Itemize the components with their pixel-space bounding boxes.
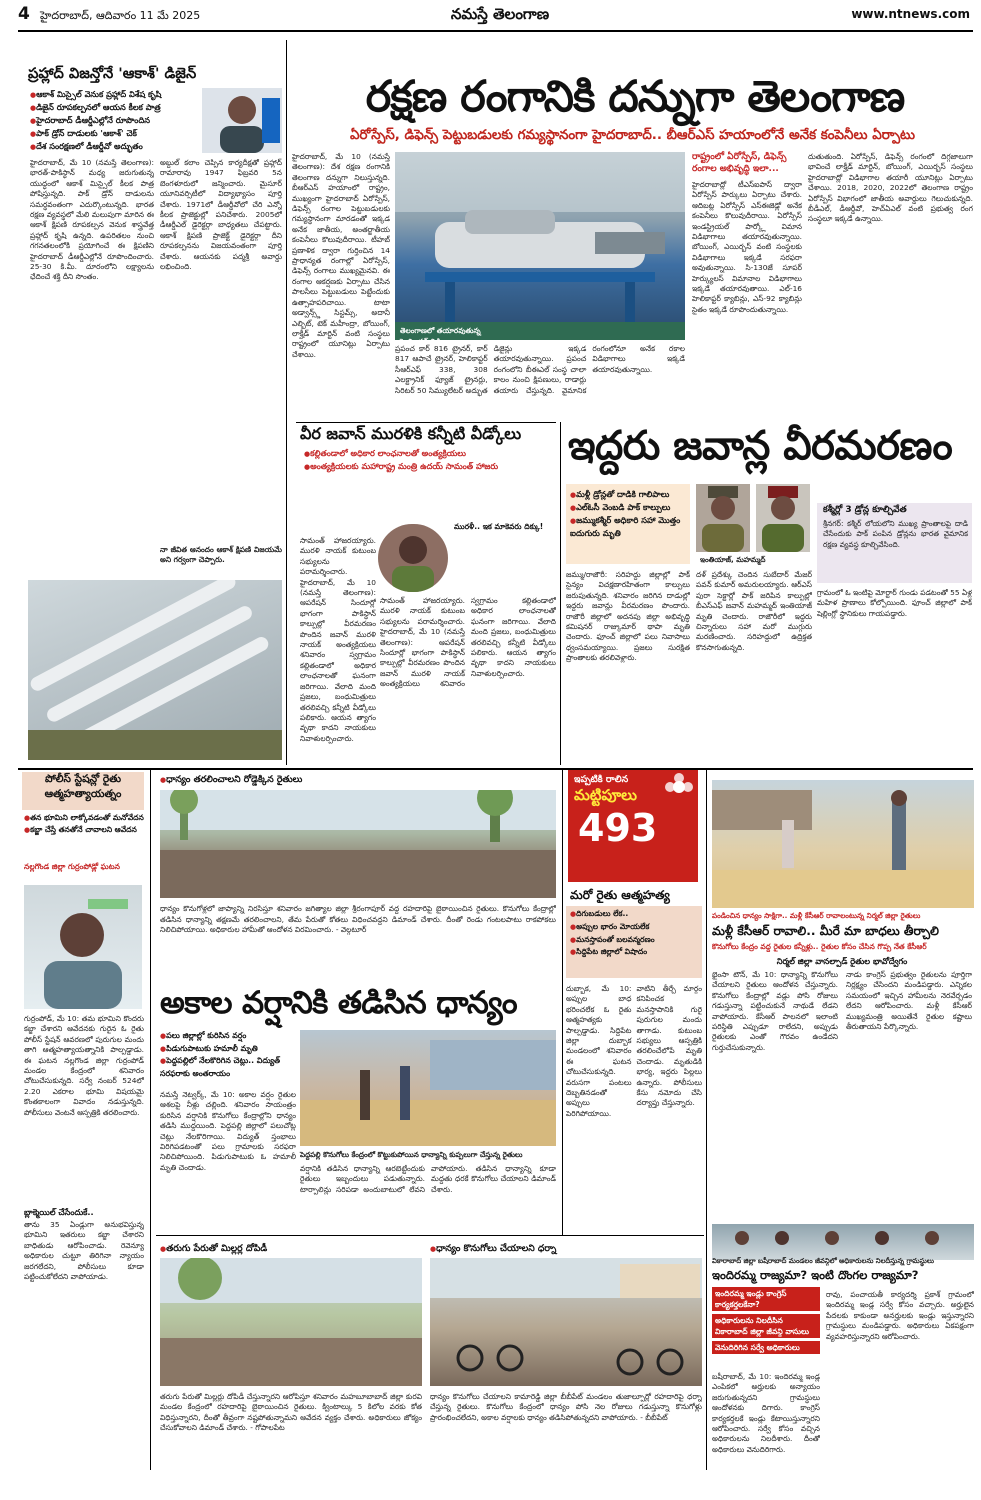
rythu-bullet-4: ● సిద్దిపేట జిల్లాలో విషాదం bbox=[570, 946, 698, 959]
lead-col-1: హైదరాబాద్, మే 10 (నమస్తే తెలంగాణ): దేశ రక్షణ రంగానికి తెలంగాణ దన్నుగా నిలుస్తున్నది. బీఆర్ఎస్ హయాంలో రాష్ట్రం, ముఖ్యంగా హైదరాబాద్ ఏరోస్పేస్, డిఫెన్స్ రంగాల పెట్టుబడులకు గమ్యస్థానంగా మారడంతో ఇక్కడ అనేక జాతీయ, అంతర్జాతీయ కంపెనీలు కొలువుదీరాయి. టీహబ్ ప్రణాళిక ద్వారా గుర్తించిన 14 ప్రాధాన్యత రంగాల్లో ఏరోస్పేస్, డిఫెన్స్ రంగాలు ముఖ్యమైనవి. ఈ రంగాల ఆకర్షణకు ఏర్పాటు చేసిన పాలసీలు పెట్టుబడులు పెట్టేందుకు ఉత్సాహపరిచాయి. టాటా అడ్వాన్స్డ్ సిస్టమ్స్, అదానీ ఎల్బిట్, టెక్ మహీంద్రా, బోయింగ్, లాక్హీడ్ మార్టిన్ వంటి సంస్థలు రాష్ట్రంలో యూనిట్లు ఏర్పాటు చేశాయి. bbox=[292, 152, 390, 359]
police-headline: పోలీస్ స్టేషన్లో రైతు ఆత్మహత్యాయత్నం bbox=[44, 773, 122, 800]
indiramma-bullets bbox=[712, 1287, 820, 1367]
iddaru-bullet-2: ● ఎల్ఓసీ వెంబడి పాక్ కాల్పులు bbox=[570, 501, 686, 514]
indiramma-text-2: రావు, పంచాయతీ కార్యదర్శి ప్రకాశ్ గ్రామంలో ఇందిరమ్మ ఇండ్ల సర్వే కోసం వచ్చారు. అర్హులైన పేదలకు కాకుండా అనర్హులకు ఇండ్లు ఇస్తున్నారని గ్రామస్థులు మండిపడ్డారు. అధికారులు ఏకపక్షంగా వ్యవహరిస్తున్నారని ఆరోపించారు. bbox=[826, 1290, 974, 1341]
kashmir-box bbox=[817, 503, 972, 583]
mallee-photo-caption: పండించిన ధాన్యం సాక్షిగా.. మళ్లీ కేసీఆర్ రావాలంటున్న నిర్మల్ జిల్లా రైతులు bbox=[712, 911, 921, 920]
iddaru-text-2: దళ్ ప్రదేశ్కు చెందిన సుబేదార్ మేజర్ పవన్ కుమార్ అమరులయ్యారు. ఆర్ఎస్ పురా సెక్టార్లో పాక్ జరిపిన కాల్పుల్లో బీఎస్ఎఫ్ జవాన్ మహమ్మద్ ఇంతియాజ్ మృతి చెందారు. రాజౌరీలో ఇద్దరు చిన్నారులు సహా మరో ముగ్గురు మరణించారు. సరిహద్దులో ఉద్రిక్తత కొనసాగుతున్నది. bbox=[696, 570, 812, 652]
masthead-rule bbox=[18, 30, 973, 32]
mallee-kcr-photo bbox=[712, 780, 974, 908]
prahlad-bullet-5: ● దేశ సంరక్షణలో డీఆర్డీవో అద్భుతం bbox=[30, 140, 200, 153]
veera-bullet-2: ● అంత్యక్రియలకు మహారాష్ట్ర మంత్రి ఉదయ్ సామంత్ హాజరు bbox=[304, 460, 544, 473]
indiramma-bullet-1: ఇందిరమ్మ ఇండ్లు కాంగ్రెస్ కార్యకర్తలకేనా? bbox=[712, 1287, 820, 1311]
indiramma-photo-caption: వికారాబాద్ జిల్లా బషీరాబాద్ మండలం జీవన్గిలో అధికారులను నిలదీస్తున్న గ్రామస్థులు bbox=[712, 1257, 935, 1265]
bottom-left-photo bbox=[160, 1258, 422, 1386]
mallee-text: భైంసా టౌన్, మే 10: ధాన్యాన్ని కొనుగోలు చేయాలని రైతులు ఆందోళన చేస్తున్నారు. కొనుగోలు కేంద్రాల్లో వడ్లు పోసి రోజులు గడుస్తున్నా పట్టించుకునే నాథుడే లేడని వాపోయారు. కేసీఆర్ పాలనలో ఇలాంటి పరిస్థితి ఎప్పుడూ రాలేదని, అప్పుడు రైతులకు ఎంతో గౌరవం ఉండేదని గుర్తుచేసుకున్నారు. bbox=[712, 970, 838, 1052]
police-text-2: తాను 35 ఏండ్లుగా అనుభవిస్తున్న భూమిని ఇతరులు కబ్జా చేశారని బాధితుడు ఆరోపించాడు. రెవెన్యూ అధికారుల చుట్టూ తిరిగినా న్యాయం జరగలేదని, పోలీసులు కూడా పట్టించుకోలేదని వాపోయాడు. bbox=[24, 1220, 144, 1282]
lead-photo-caption: తెలంగాణలో తయారవుతున్న హెలికాప్టర్ విడిభాగాలు bbox=[400, 326, 481, 346]
portrait-illustration bbox=[696, 484, 750, 552]
prahlad-bullet-3: ● హైదరాబాద్ డీఆర్డీఎల్లోనే రూపొందిన bbox=[30, 114, 200, 127]
iddaru-bullets bbox=[566, 484, 690, 543]
veera-quote: మురళీ.. ఇక మాకెవరు దిక్కు! bbox=[454, 522, 544, 531]
police-sub: నల్లగొండ జిల్లా గుర్రంపోడ్లో ఘటన bbox=[24, 862, 120, 871]
missile-illustration bbox=[28, 580, 282, 760]
kashmir-text: శ్రీనగర్: కశ్మీర్ లోయలోని ముఖ్య ప్రాంతాలపై దాడి చేసేందుకు పాక్ పంపిన డ్రోన్లను భారత వైమానిక రక్షణ వ్యవస్థ కూల్చివేసింది. bbox=[823, 519, 968, 549]
marchi-line-2: మట్టిపూలు bbox=[574, 786, 637, 804]
indiramma-text: బషీరాబాద్, మే 10: ఇందిరమ్మ ఇండ్ల ఎంపికలో అర్హులకు అన్యాయం జరుగుతున్నదని గ్రామస్థులు ఆందోళనకు దిగారు. కాంగ్రెస్ కార్యకర్తలకే ఇండ్లు కేటాయిస్తున్నారని ఆరోపించారు. సర్వే కోసం వచ్చిన అధికారులను నిలదీశారు. దీంతో అధికారులు వెనుదిరిగారు. bbox=[712, 1372, 820, 1454]
police-text2-title: బ్లాక్మెయిల్ చేసేందుకే.. bbox=[24, 1207, 94, 1217]
akala-text-2: వర్షానికి తడిసిన ధాన్యాన్ని ఆరబెట్టేందుకు రైతులు ఇబ్బందులు పడుతున్నారు. టార్పాలిన్లు సరిపడా అందుబాటులో లేవని వాపోయారు. తడిసిన ధాన్యాన్ని కూడా మద్దతు ధరకే కొనుగోలు చేయాలని డిమాండ్ చేశారు. bbox=[300, 1164, 556, 1194]
bikes-crowd-illustration bbox=[430, 1258, 702, 1386]
murali-portrait bbox=[378, 524, 448, 592]
akala-photo bbox=[300, 1030, 556, 1146]
veera-text: సామంత్ హాజరయ్యారు. మురళి నాయక్ కుటుంబ సభ్యులను పరామర్శించారు. హైదరాబాద్, మే 10 (నమస్తే తెలంగాణ): ఆపరేషన్ సిందూర్లో భాగంగా పాకిస్థాన్ కాల్పుల్లో వీరమరణం పొందిన జవాన్ మురళి నాయక్ అంత్యక్రియలు శనివారం స్వగ్రామం కల్లితండాలో అధికార లాంఛనాలతో ఘనంగా జరిగాయి. వేలాది మంది ప్రజలు, బంధుమిత్రులు తరలివచ్చి కన్నీటి వీడ్కోలు పలికారు. ఆయన త్యాగం వృథా కాదని నాయకులు నివాళులర్పించారు. bbox=[300, 536, 376, 743]
page-date: హైదరాబాద్, ఆదివారం 11 మే 2025 bbox=[40, 9, 201, 22]
bottom-right-photo bbox=[430, 1258, 702, 1386]
col-divider-lower-mid bbox=[562, 770, 563, 1235]
page-number: 4 bbox=[18, 4, 30, 24]
rythu-bullets-box bbox=[566, 906, 702, 978]
indiramma-photo bbox=[712, 1224, 974, 1260]
indiramma-bullet-2: అధికారులను నిలదీసిన వికారాబాద్ జిల్లా జీవన్గి వాసులు bbox=[712, 1314, 820, 1338]
rythu-bullet-3: ● మనస్తాపంతో బలవన్మరణం bbox=[570, 934, 698, 947]
bottom-right-caption: ధాన్యం కొనుగోలు చేయాలని కామారెడ్డి జిల్లా బీబీపేట్ మండలం తుజాల్పూర్లో రహదారిపై ధర్నా చేస్తున్న రైతులు. కొనుగోలు కేంద్రంలో ధాన్యం పోసి నెల రోజులు గడుస్తున్నా కొనుగోళ్లు ప్రారంభించలేదని, అకాల వర్షాలకు ధాన్యం తడిసిపోతున్నదని వాపోయారు. - బీబీపేట్ bbox=[430, 1392, 702, 1422]
prahlad-headline: ప్రహ్లాద్ విజన్తోనే 'ఆకాశ్' డిజైన్ bbox=[28, 65, 197, 82]
helicopter-factory-illustration bbox=[395, 152, 685, 340]
farmer-hospital-photo bbox=[24, 885, 142, 1009]
iddaru-bullet-1: ● మళ్లీ డ్రోన్లతో దాడికి గాలిపాలు bbox=[570, 488, 686, 501]
suicide-count-box bbox=[568, 770, 698, 882]
prahlad-bullets bbox=[30, 88, 200, 153]
dhanyam-protest-photo bbox=[160, 790, 556, 898]
police-bullet-1: ● తన భూమిని లాక్కోవడంతో మనోవేదన bbox=[24, 812, 144, 824]
mallee-kisan-sub: కొనుగోలు కేంద్రం వద్ద రైతుల కన్నీళ్లు.. రైతుల కోసం చేసిన గొప్ప నేత కేసీఆర్ bbox=[712, 942, 927, 951]
prahlad-col-2: అబ్దుల్ కలాం చెప్పిన కార్యదీక్షతో ప్రహ్లాద్ రామారావు 1947 ఫిబ్రవరి 5న బెంగళూరులో జన్మించారు. మైసూర్ యూనివర్సిటీలో విద్యాభ్యాసం పూర్తి చేశారు. 1971లో డీఆర్డీవోలో చేరి ఎన్నో కీలక ప్రాజెక్టుల్లో పనిచేశారు. 2005లో డీఆర్డీఎల్ డైరెక్టర్గా బాధ్యతలు చేపట్టారు. ఆకాశ్ క్షిపణి ప్రాజెక్ట్ డైరెక్టర్గా దీని రూపకల్పనను విజయవంతంగా పూర్తి చేశారు. ఆయనకు పద్మశ్రీ అవార్డు లభించింది. bbox=[160, 158, 282, 272]
lead-col-4: దుతుతుంది. ఏరోస్పేస్, డిఫెన్స్ రంగంలో దిగ్గజాలుగా భావించే లాక్హీడ్ మార్టిన్, బోయింగ్, ఎయిర్బస్ సంస్థలు హైదరాబాద్లో విడిభాగాల తయారీ యూనిట్లు ఏర్పాటు చేశాయి. 2018, 2020, 2022లో తెలంగాణ రాష్ట్రం ఏరోస్పేస్ విభాగంలో జాతీయ అవార్డులు గెలుచుకున్నది. బీడీఎల్, డీఆర్డీవో, హెచ్ఏఎల్ వంటి ప్రభుత్వ రంగ సంస్థలూ ఇక్కడే ఉన్నాయి. bbox=[808, 152, 973, 224]
police-text: గుర్రంపోడ్, మే 10: తమ భూమిని కొందరు కబ్జా చేశారని ఆవేదనకు గురైన ఓ రైతు పోలీస్ స్టేషన్ ఆవరణలో పురుగుల మందు తాగి ఆత్మహత్యాయత్నానికి పాల్పడ్డాడు. ఈ ఘటన నల్లగొండ జిల్లా గుర్రంపోడ్ మండల కేంద్రంలో శనివారం చోటుచేసుకున్నది. సర్వే నంబర్ 524లో 2.20 ఎకరాల భూమి విషయమై కొంతకాలంగా వివాదం నడుస్తున్నది. పోలీసులు వెంటనే ఆస్పత్రికి తరలించారు. bbox=[24, 1014, 144, 1117]
veera-top-rule bbox=[296, 422, 556, 423]
iddaru-headline: ఇద్దరు జవాన్ల వీరమరణం bbox=[568, 423, 953, 469]
crowd-illustration bbox=[160, 1258, 422, 1386]
site-url[interactable]: www.ntnews.com bbox=[851, 7, 970, 21]
indiramma-bullet-3: వెనుదిరిగిన సర్వే అధికారులు bbox=[712, 1341, 820, 1354]
portrait-illustration bbox=[378, 524, 448, 592]
dhanyam-caption: ధాన్యం కొనుగోళ్లలో జాప్యాన్ని నిరసిస్తూ శనివారం జగిత్యాల జిల్లా శ్రీరంగాపూర్ వద్ద రహదారిపై బైఠాయించిన రైతులు. కొనుగోలు కేంద్రాల్లో తడిసిన ధాన్యాన్ని తక్షణమే తరలించాలని, తేమ పేరుతో కోతలు విధించవద్దని డిమాండ్ చేశారు. దీంతో రెండు గంటలపాటు రాకపోకలు నిలిచిపోయాయి. అధికారుల హామీతో ఆందోళన విరమించారు. - వెల్గటూర్ bbox=[160, 904, 556, 934]
akala-text: నమస్తే నెట్వర్క్, మే 10: అకాల వర్షం రైతుల ఆశలపై నీళ్లు చల్లింది. శనివారం సాయంత్రం కురిసిన వర్షానికి కొనుగోలు కేంద్రాల్లోని ధాన్యం తడిసి ముద్దయింది. పెద్దపల్లి జిల్లాలో పలుచోట్ల చెట్లు నేలకొరిగాయి. విద్యుత్ స్తంభాలు విరిగిపడటంతో పలు గ్రామాలకు సరఫరా నిలిచిపోయింది. పిడుగుపాటుకు ఓ హమాలీ మృతి చెందాడు. bbox=[160, 1090, 296, 1172]
rythu-headline: మరో రైతు ఆత్మహత్య bbox=[570, 888, 670, 902]
prahlad-portrait bbox=[202, 88, 282, 153]
mallee-text-2: నాడు కాంగ్రెస్ ప్రభుత్వం రైతులను పూర్తిగా నిర్లక్ష్యం చేసిందని మండిపడ్డారు. ఎన్నికల సమయంలో ఇచ్చిన హామీలను నెరవేర్చడం లేదని ఆరోపించారు. మళ్లీ కేసీఆర్ ముఖ్యమంత్రి అయితేనే రైతుల కష్టాలు తీరుతాయని పేర్కొన్నారు. bbox=[846, 970, 972, 1032]
col-divider-right bbox=[706, 770, 707, 1470]
rythu-bullet-1: ● దిగుబడులు లేక.. bbox=[570, 908, 698, 921]
lead-photo-helicopter bbox=[395, 152, 685, 340]
portrait-illustration bbox=[756, 484, 810, 552]
mallee-headline: మళ్లీ కేసీఆర్ రావాలి.. మీరే మా బాధలు తీర్చాలి bbox=[712, 924, 939, 938]
iddaru-text: జమ్ము/రాజౌరీ: సరిహద్దు జిల్లాల్లో పాక్ సైన్యం విచక్షణారహితంగా కాల్పులు జరుపుతున్నది. శనివారం జరిగిన దాడుల్లో ఇద్దరు జవాన్లు వీరమరణం పొందారు. రాజౌరీ జిల్లాలో అదనపు జిల్లా అభివృద్ధి కమిషనర్ రాజ్కుమార్ థాపా మృతి చెందారు. ఫూంచ్ జిల్లాలో పలు నివాసాలు ధ్వంసమయ్యాయి. ప్రజలు సురక్షిత ప్రాంతాలకు తరలివెళ్లారు. bbox=[566, 570, 690, 663]
akala-bullet-3: ● పెద్దపల్లిలో నేలకొరిగిన చెట్లు.. విద్యుత్ సరఫరాకు అంతరాయం bbox=[160, 1055, 295, 1079]
police-bullets bbox=[24, 812, 144, 836]
suicide-count: 493 bbox=[578, 806, 658, 850]
akala-headline: అకాల వర్షానికి తడిసిన ధాన్యం bbox=[160, 985, 518, 1021]
rythu-text: దుబ్బాక, మే 10: అప్పుల బాధ భరించలేక ఓ రైతు ఆత్మహత్యకు పాల్పడ్డాడు. సిద్దిపేట జిల్లా దుబ్బాక మండలంలో శనివారం ఈ ఘటన చోటుచేసుకున్నది. వరుసగా పంటలు దెబ్బతినడంతో అప్పులు పెరిగిపోయాయి. వాటిని తీర్చే మార్గం కనిపించక మనస్తాపానికి గురై పురుగుల మందు తాగాడు. కుటుంబ సభ్యులు ఆస్పత్రికి తరలించేలోపే మృతి చెందాడు. మృతుడికి భార్య, ఇద్దరు పిల్లలు ఉన్నారు. పోలీసులు కేసు నమోదు చేసి దర్యాప్తు చేస్తున్నారు. bbox=[566, 984, 702, 1118]
marchi-line-1: ఇప్పటికి రాలిన bbox=[574, 774, 629, 785]
flower-icon bbox=[664, 772, 694, 802]
col-divider-left bbox=[286, 40, 287, 765]
rythu-bullet-2: ● అప్పుల భారం మోయలేక bbox=[570, 921, 698, 934]
lead-headline: రక్షణ రంగానికి దన్నుగా తెలంగాణ bbox=[365, 72, 905, 122]
middle-rule bbox=[18, 768, 973, 770]
akala-bullet-1: ● పలు జిల్లాల్లో కురిసిన వర్షం bbox=[160, 1030, 295, 1043]
bottom-left-section: ● తరుగు పేరుతో మిల్లర్ల దోపిడీ bbox=[160, 1243, 420, 1256]
lead-subdeck: ఏరోస్పేస్, డిఫెన్స్ పెట్టుబడులకు గమ్యస్థానంగా హైదరాబాద్.. బీఆర్ఎస్ హయాంలోనే అనేక కంపెనీలు ఏర్పాటు bbox=[350, 128, 915, 143]
col-divider-mid bbox=[560, 422, 561, 765]
rythu-bullets bbox=[566, 906, 702, 961]
villagers-illustration bbox=[712, 1224, 974, 1260]
police-bullet-2: ● కబ్జా చేస్తే తనతోనే చావాలని ఆవేదన bbox=[24, 824, 144, 836]
jawan-photo-caption: ఇంతియాజ్, మహమ్మద్ bbox=[700, 555, 766, 564]
bottom-left-caption: తరుగు పేరుతో మిల్లర్లు దోపిడీ చేస్తున్నారని ఆరోపిస్తూ శనివారం మహబూబాబాద్ జిల్లా కురవి మండల కేంద్రంలో రహదారిపై బైఠాయించిన రైతులు. క్వింటాల్కు 5 కిలోల వరకు కోత విధిస్తున్నారని, దీంతో తీవ్రంగా నష్టపోతున్నామని ఆవేదన వ్యక్తం చేశారు. అధికారులు జోక్యం చేసుకోవాలని డిమాండ్ చేశారు. - గోపాలపేట bbox=[160, 1392, 422, 1433]
prahlad-bullet-1: ● ఆకాశ్ మిస్సైల్ వెనుక ప్రహ్లాద్ విశేష కృషి bbox=[30, 88, 200, 101]
bottom-rule bbox=[156, 1235, 704, 1236]
dhanyam-section: ● ధాన్యం తరలించాలని రోడ్డెక్కిన రైతులు bbox=[160, 774, 560, 787]
iddaru-bullet-3: ● జమ్ముకశ్మీర్ అధికారి సహా మొత్తం ఐదుగురు మృతి bbox=[570, 514, 686, 539]
indiramma-headline: ఇందిరమ్మ రాజ్యమా? ఇంటి దొంగల రాజ్యమా? bbox=[712, 1268, 919, 1282]
kashmir-title: కశ్మీర్లో 3 డ్రోన్ల కూల్చివేత bbox=[823, 505, 907, 515]
jawan-portrait-1 bbox=[696, 484, 750, 552]
prahlad-bullet-4: ● పాక్ డ్రోన్ దాడులకు 'ఆకాశ్' చెక్ bbox=[30, 127, 200, 140]
crowd-illustration bbox=[160, 790, 556, 898]
akala-photo-caption: పెద్దపల్లి కొనుగోలు కేంద్రంలో కొట్టుకుపోయిన ధాన్యాన్ని కుప్పలుగా చేస్తున్న రైతులు bbox=[300, 1150, 523, 1159]
veera-bullet-1: ● కల్లితండాలో అధికార లాంఛనాలతో అంత్యక్రియలు bbox=[304, 447, 544, 460]
portrait-illustration bbox=[202, 88, 282, 153]
jawan-portrait-2 bbox=[756, 484, 810, 552]
rain-grain-illustration bbox=[300, 1030, 556, 1146]
lead-box-title: రాష్ట్రంలో ఏరోస్పేస్, డిఫెన్స్ రంగాల అభివృద్ధి ఇలా... bbox=[692, 152, 787, 174]
prahlad-bullet-2: ● డిజైన్ రూపకల్పనలో ఆయన కీలక పాత్ర bbox=[30, 101, 200, 114]
mallee-nirmal-sub: నిర్మల్ జిల్లా వానల్పాడ్ రైతుల భావోద్వేగం bbox=[776, 956, 908, 966]
farmers-illustration bbox=[712, 780, 974, 908]
newspaper-logo: నమస్తే తెలంగాణ bbox=[450, 5, 550, 23]
lead-col-2: ప్రపంచ కార్ 816 ట్రైనర్, కార్ 817 ఆపాచే ట్రైనర్, హెలికాప్టర్ సీఆర్ఎఫ్ 338, 308 ఎలక్ట్రానిక్ ఫ్యూజ్ ట్రైనర్లు, సిరిటర్ 50 సిమ్యులేటర్ అద్భుత డిజైన్లు ఇక్కడ తయారవుతున్నాయి. ప్రపంచ రంగంలోని బీఈఎల్ సంస్థ చాలా కాలం నుంచి క్షిపణులు, రాడార్లు తయారు చేస్తున్నది. వైమానిక రంగంలోనూ అనేక రకాల విడిభాగాలు ఇక్కడే తయారవుతున్నాయి. bbox=[395, 344, 685, 395]
veera-headline: వీర జవాన్ మురళికి కన్నీటి వీడ్కోలు bbox=[300, 424, 552, 447]
akala-bullet-2: ● పిడుగుపాటుకు హమాలీ మృతి bbox=[160, 1043, 295, 1056]
akala-bullets bbox=[160, 1030, 295, 1079]
iddaru-bullets-box bbox=[566, 484, 690, 564]
iddaru-text-3: గ్రామంలో ఓ ఇంటిపై మోర్టార్ గుండు పడటంతో 55 ఏళ్ల మహిళ ప్రాణాలు కోల్పోయింది. ఫూంచ్ జిల్లాలో పాక్ షెల్లింగ్లో స్థానికులు గాయపడ్డారు. bbox=[817, 588, 972, 618]
prahlad-col-1: హైదరాబాద్, మే 10 (నమస్తే తెలంగాణ): భారత్-పాకిస్థాన్ మధ్య జరుగుతున్న యుద్ధంలో ఆకాశ్ మిస్సైల్ కీలక పాత్ర పోషిస్తున్నది. పాక్ డ్రోన్ దాడులను సమర్థవంతంగా ఎదుర్కొంటున్నది. భారత రక్షణ వ్యవస్థలో మేలి మలుపుగా మారిన ఈ ఆకాశ్ క్షిపణి రూపకల్పన వెనుక శాస్త్రవేత్త ప్రహ్లాద్ కృషి ఉన్నది. ఉపరితలం నుంచి గగనతలంలోకి ప్రయోగించే ఈ క్షిపణిని హైదరాబాద్ డీఆర్డీఎల్లోనే రూపొందించారు. 25-30 కి.మీ. దూరంలోని లక్ష్యాలను ఛేదించే శక్తి దీని సొంతం. bbox=[30, 158, 154, 282]
akash-missile-photo bbox=[28, 580, 282, 760]
prahlad-col-2-end: నా జీవిత ఆనందం ఆకాశ్ క్షిపణి విజయమే అని గర్వంగా చెప్పారు. bbox=[160, 545, 282, 565]
col-divider-lower-left bbox=[150, 770, 151, 1470]
lead-col-3: హైదరాబాద్లో టీఎస్ఐపాస్ ద్వారా ఏరోస్పేస్ పార్కులు ఏర్పాటు చేశారు. ఆదిబట్ల ఏరోస్పేస్ ఎస్ఈజెడ్లో అనేక కంపెనీలు కొలువుదీరాయి. ఏరోస్పేస్ ఇండస్ట్రియల్ పార్క్లో విమాన విడిభాగాలు తయారవుతున్నాయి. బోయింగ్, ఎయిర్బస్ వంటి సంస్థలకు విడిభాగాలు ఇక్కడే సరఫరా అవుతున్నాయి. సి-130జే సూపర్ హెర్క్యులస్ విమానాల విడిభాగాలు ఇక్కడే తయారవుతాయి. ఎల్-16 హెలికాప్టర్ క్యాబిన్లు, ఎస్-92 క్యాబిన్లు సైతం ఇక్కడే రూపొందుతున్నాయి. bbox=[692, 180, 802, 314]
bottom-right-section: ● ధాన్యం కొనుగోలు చేయాలని ధర్నా bbox=[430, 1243, 700, 1256]
portrait-illustration bbox=[24, 885, 142, 1009]
veera-text-2: సామంత్ హాజరయ్యారు. మురళి నాయక్ కుటుంబ సభ్యులను పరామర్శించారు. హైదరాబాద్, మే 10 (నమస్తే తెలంగాణ): ఆపరేషన్ సిందూర్లో భాగంగా పాకిస్థాన్ కాల్పుల్లో వీరమరణం పొందిన జవాన్ మురళి నాయక్ అంత్యక్రియలు శనివారం స్వగ్రామం కల్లితండాలో అధికార లాంఛనాలతో ఘనంగా జరిగాయి. వేలాది మంది ప్రజలు, బంధుమిత్రులు తరలివచ్చి కన్నీటి వీడ్కోలు పలికారు. ఆయన త్యాగం వృథా కాదని నాయకులు నివాళులర్పించారు. bbox=[380, 596, 556, 689]
